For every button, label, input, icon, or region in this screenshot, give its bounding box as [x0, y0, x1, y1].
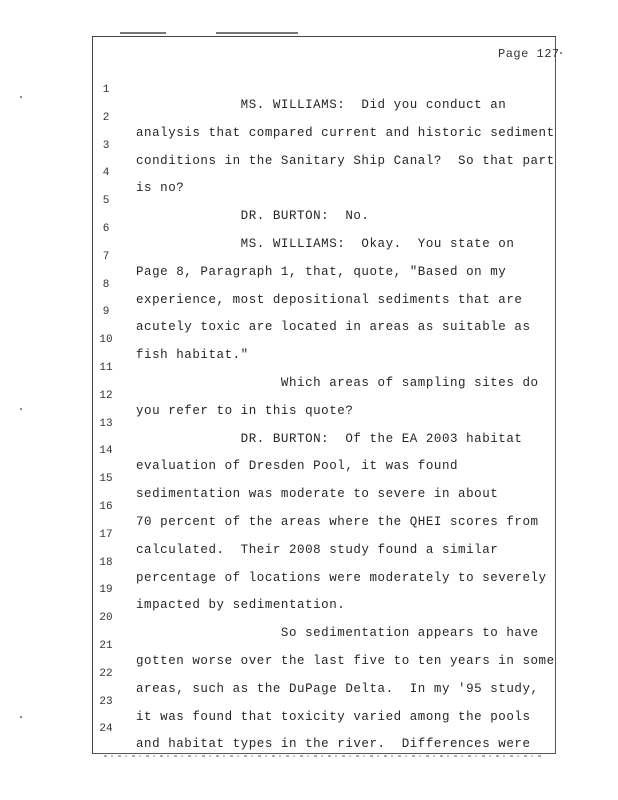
line-number: 15: [99, 473, 113, 486]
transcript-line: [0, 654, 618, 696]
transcript-line: [0, 682, 618, 724]
line-number: 2: [102, 111, 110, 124]
transcript-line: [0, 320, 618, 363]
transcript-line: [0, 459, 618, 502]
transcript-page-frame: [92, 36, 556, 754]
line-text: gotten worse over the last five to ten years in some: [136, 654, 555, 668]
line-text: sedimentation was moderate to severe in about: [136, 487, 499, 502]
line-number: 12: [99, 389, 113, 402]
line-number: 16: [99, 501, 113, 513]
line-number: 6: [102, 223, 110, 235]
line-number: 24: [99, 723, 113, 736]
line-number: 11: [99, 362, 113, 374]
transcript-line: [0, 515, 618, 557]
scan-speck: [20, 96, 22, 98]
line-number: 4: [102, 167, 110, 180]
page-number: Page 127: [498, 47, 560, 61]
scan-speck: [560, 52, 562, 54]
line-text: MS. WILLIAMS: Okay. You state on: [136, 237, 515, 251]
line-text: DR. BURTON: No.: [136, 209, 370, 224]
line-text: DR. BURTON: Of the EA 2003 habitat: [136, 431, 523, 446]
line-number: 23: [99, 695, 113, 708]
line-text: fish habitat.": [136, 348, 249, 363]
line-number: 3: [102, 139, 110, 152]
scan-header-marks: [120, 32, 320, 35]
line-text: conditions in the Sanitary Ship Canal? So that part: [136, 153, 555, 168]
line-text: acutely toxic are located in areas as suitable as: [136, 320, 531, 335]
transcript-line: [0, 237, 618, 279]
transcript-line: [0, 292, 618, 335]
transcript-line: [0, 181, 618, 224]
line-text: Page 8, Paragraph 1, that, quote, "Based on my: [136, 264, 507, 279]
line-text: it was found that toxicity varied among the pools: [136, 709, 531, 724]
transcript-line: [0, 709, 618, 752]
line-text: percentage of locations were moderately to severely: [136, 570, 547, 585]
line-number: 7: [102, 250, 110, 263]
line-number: 21: [99, 640, 113, 652]
scan-speck: [20, 716, 22, 718]
line-number: 10: [99, 334, 113, 347]
transcript-line: [0, 209, 618, 251]
line-text: Which areas of sampling sites do: [136, 376, 539, 390]
line-text: is no?: [136, 181, 185, 196]
transcript-line: [0, 98, 618, 140]
line-number: 18: [99, 556, 113, 569]
line-number: 9: [102, 306, 110, 319]
line-number: 20: [99, 612, 113, 625]
transcript-line: [0, 348, 618, 390]
line-text: MS. WILLIAMS: Did you conduct an: [136, 98, 507, 112]
line-text: experience, most depositional sediments that are: [136, 292, 523, 307]
line-text: areas, such as the DuPage Delta. In my '95 study,: [136, 681, 539, 696]
transcript-line: [0, 404, 618, 446]
transcript-line: [0, 376, 618, 418]
line-text: and habitat types in the river. Differences were: [136, 737, 531, 752]
line-text: impacted by sedimentation.: [136, 598, 346, 613]
transcript-line: [0, 431, 618, 474]
line-number: 1: [102, 84, 110, 96]
line-number: 14: [99, 445, 113, 458]
line-text: analysis that compared current and historic sediment: [136, 125, 555, 140]
scan-footer-noise: [104, 755, 544, 757]
line-text: 70 percent of the areas where the QHEI scores from: [136, 515, 539, 529]
scan-speck: [20, 408, 22, 410]
line-text: calculated. Their 2008 study found a similar: [136, 542, 499, 557]
line-number: 13: [99, 417, 113, 430]
line-text: you refer to in this quote?: [136, 403, 354, 418]
transcript-line: [0, 570, 618, 613]
line-number: 5: [102, 195, 110, 208]
line-text: So sedimentation appears to have: [136, 626, 539, 641]
transcript-line: [0, 598, 618, 641]
transcript-line: [0, 126, 618, 168]
line-number: 19: [99, 584, 113, 597]
line-text: evaluation of Dresden Pool, it was found: [136, 459, 459, 474]
transcript-line: [0, 153, 618, 196]
transcript-line: [0, 487, 618, 529]
transcript-line: [0, 265, 618, 307]
line-number: 8: [102, 278, 110, 291]
transcript-line: [0, 626, 618, 668]
transcript-line: [0, 70, 618, 112]
transcript-line: [0, 543, 618, 585]
line-number: 17: [99, 528, 113, 541]
line-number: 22: [99, 667, 113, 680]
